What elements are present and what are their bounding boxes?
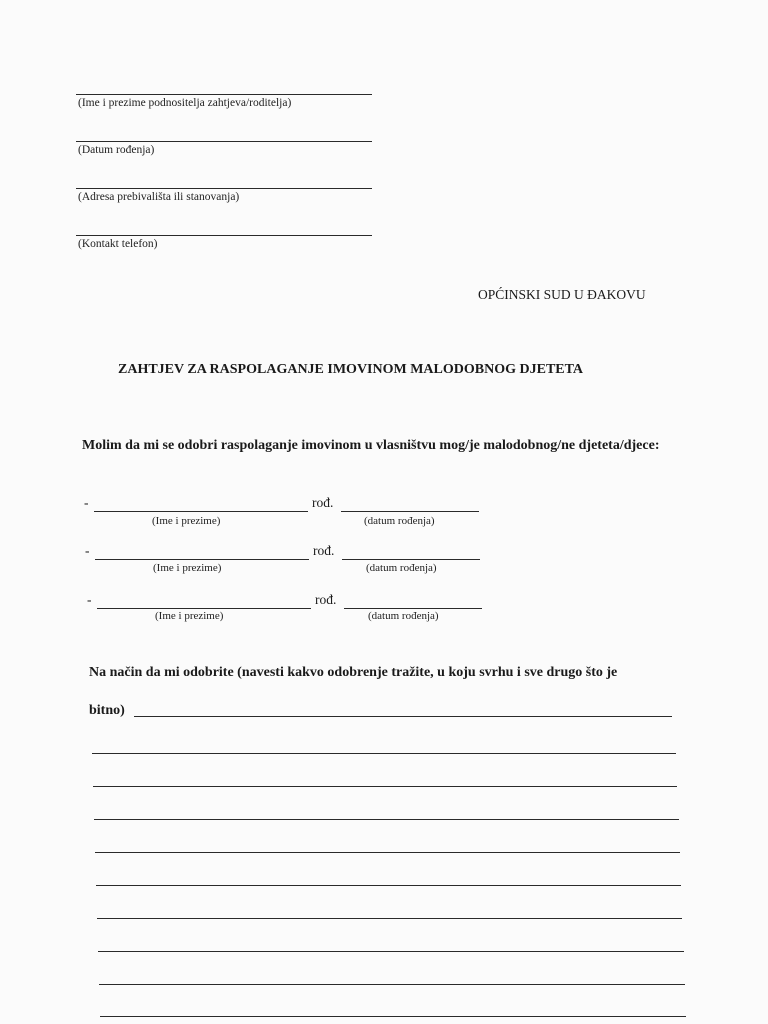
scan-artifact [400,4,570,24]
child-name-line[interactable] [95,559,309,560]
applicant-address-line[interactable] [76,188,372,189]
purpose-text-line2: bitno) [89,703,125,718]
writing-line[interactable] [94,819,679,820]
child-date-hint: (datum rođenja) [368,610,439,622]
applicant-phone-label: (Kontakt telefon) [78,238,158,250]
purpose-text-line1: Na način da mi odobrite (navesti kakvo odobrenje tražite, u koju svrhu i sve drugo što je [89,665,618,680]
child-name-hint: (Ime i prezime) [152,515,221,527]
child-born-label: rođ. [312,495,334,510]
purpose-answer-line[interactable] [134,716,672,717]
child-name-hint: (Ime i prezime) [155,610,224,622]
court-name: OPĆINSKI SUD U ĐAKOVU [478,287,646,302]
child-dash: - [84,495,89,510]
applicant-name-label: (Ime i prezime podnositelja zahtjeva/roditelja) [78,97,292,109]
applicant-phone-line[interactable] [76,235,372,236]
applicant-address-label: (Adresa prebivališta ili stanovanja) [78,191,240,203]
child-dash: - [85,543,90,558]
writing-line[interactable] [96,885,681,886]
applicant-name-line[interactable] [76,94,372,95]
applicant-birthdate-line[interactable] [76,141,372,142]
document-title: ZAHTJEV ZA RASPOLAGANJE IMOVINOM MALODOBNOG DJETETA [118,362,584,377]
child-date-line[interactable] [342,559,480,560]
writing-line[interactable] [97,918,682,919]
writing-line[interactable] [95,852,680,853]
child-name-line[interactable] [97,608,311,609]
writing-line[interactable] [93,786,677,787]
child-date-hint: (datum rođenja) [364,515,435,527]
writing-line[interactable] [99,984,685,985]
child-born-label: rođ. [315,592,337,607]
child-name-line[interactable] [94,511,308,512]
child-dash: - [87,592,92,607]
child-date-line[interactable] [341,511,479,512]
child-date-hint: (datum rođenja) [366,562,437,574]
applicant-birthdate-label: (Datum rođenja) [78,144,155,156]
writing-line[interactable] [92,753,676,754]
child-born-label: rođ. [313,543,335,558]
child-date-line[interactable] [344,608,482,609]
writing-line[interactable] [100,1016,686,1017]
intro-paragraph: Molim da mi se odobri raspolaganje imovinom u vlasništvu mog/je malodobnog/ne djeteta/djece: [82,438,660,453]
writing-line[interactable] [98,951,684,952]
child-name-hint: (Ime i prezime) [153,562,222,574]
